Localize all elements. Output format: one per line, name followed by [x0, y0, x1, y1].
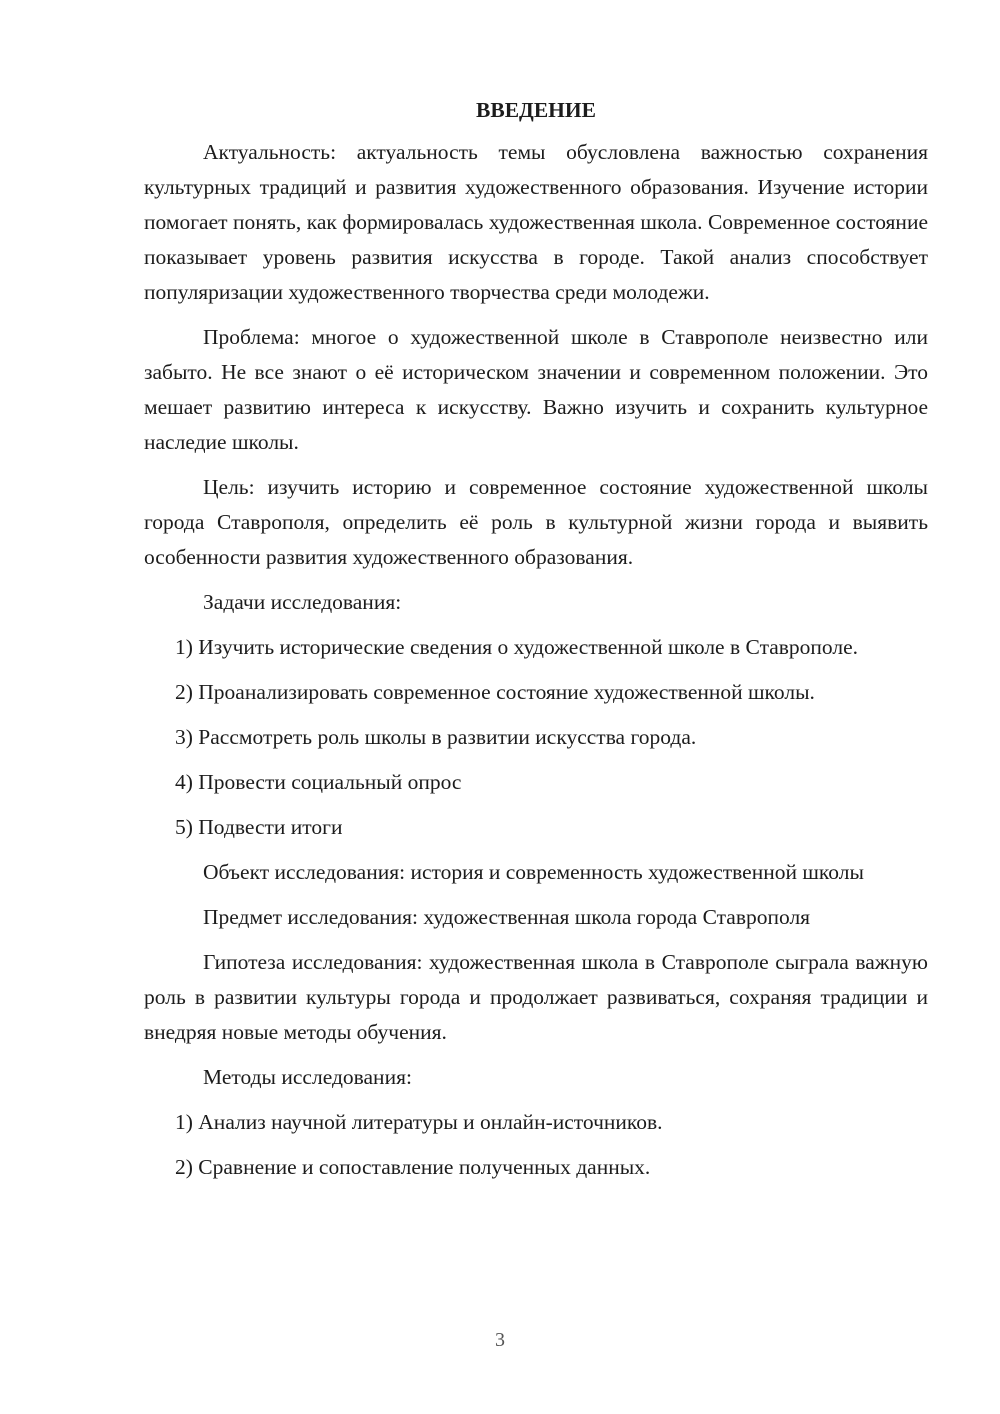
- document-page: [144, 96, 928, 1346]
- task-item-5: 5) Подвести итоги: [175, 815, 343, 839]
- section-title: ВВЕДЕНИЕ: [476, 98, 596, 122]
- tasks-list: [144, 630, 928, 845]
- object-paragraph: Объект исследования: история и современность художественной школы: [203, 860, 864, 884]
- methods-heading: Методы исследования:: [203, 1065, 412, 1089]
- method-item-1: 1) Анализ научной литературы и онлайн-источников.: [175, 1110, 663, 1134]
- task-item-4: 4) Провести социальный опрос: [175, 770, 462, 794]
- hypothesis-paragraph: Гипотеза исследования: художественная школа в Ставрополе сыграла важную роль в развитии культуры города и продолжает развиваться, сохраняя традиции и внедряя новые методы обучения.: [144, 950, 928, 1044]
- goal-paragraph: Цель: изучить историю и современное состояние художественной школы города Ставрополя, определить её роль в культурной жизни города и выявить особенности развития художественного образования.: [144, 475, 928, 569]
- page-number: 3: [495, 1329, 505, 1351]
- relevance-paragraph: Актуальность: актуальность темы обусловлена важностью сохранения культурных традиций и развития художественного образования. Изучение истории помогает понять, как формировалась художественная школа. Современное состояние показывает уровень развития искусства в городе. Такой анализ способствует популяризации художественного творчества среди молодежи.: [144, 140, 928, 304]
- problem-paragraph: Проблема: многое о художественной школе в Ставрополе неизвестно или забыто. Не все знают о её историческом значении и современном положении. Это мешает развитию интереса к искусству. Важно изучить и сохранить культурное наследие школы.: [144, 325, 928, 454]
- tasks-heading: Задачи исследования:: [203, 590, 402, 614]
- methods-list: [144, 1105, 928, 1185]
- task-item-2: 2) Проанализировать современное состояние художественной школы.: [175, 680, 815, 704]
- task-item-3: 3) Рассмотреть роль школы в развитии искусства города.: [175, 725, 697, 749]
- subject-paragraph: Предмет исследования: художественная школа города Ставрополя: [203, 905, 811, 929]
- method-item-2: 2) Сравнение и сопоставление полученных данных.: [175, 1155, 651, 1179]
- task-item-1: 1) Изучить исторические сведения о художественной школе в Ставрополе.: [175, 635, 859, 659]
